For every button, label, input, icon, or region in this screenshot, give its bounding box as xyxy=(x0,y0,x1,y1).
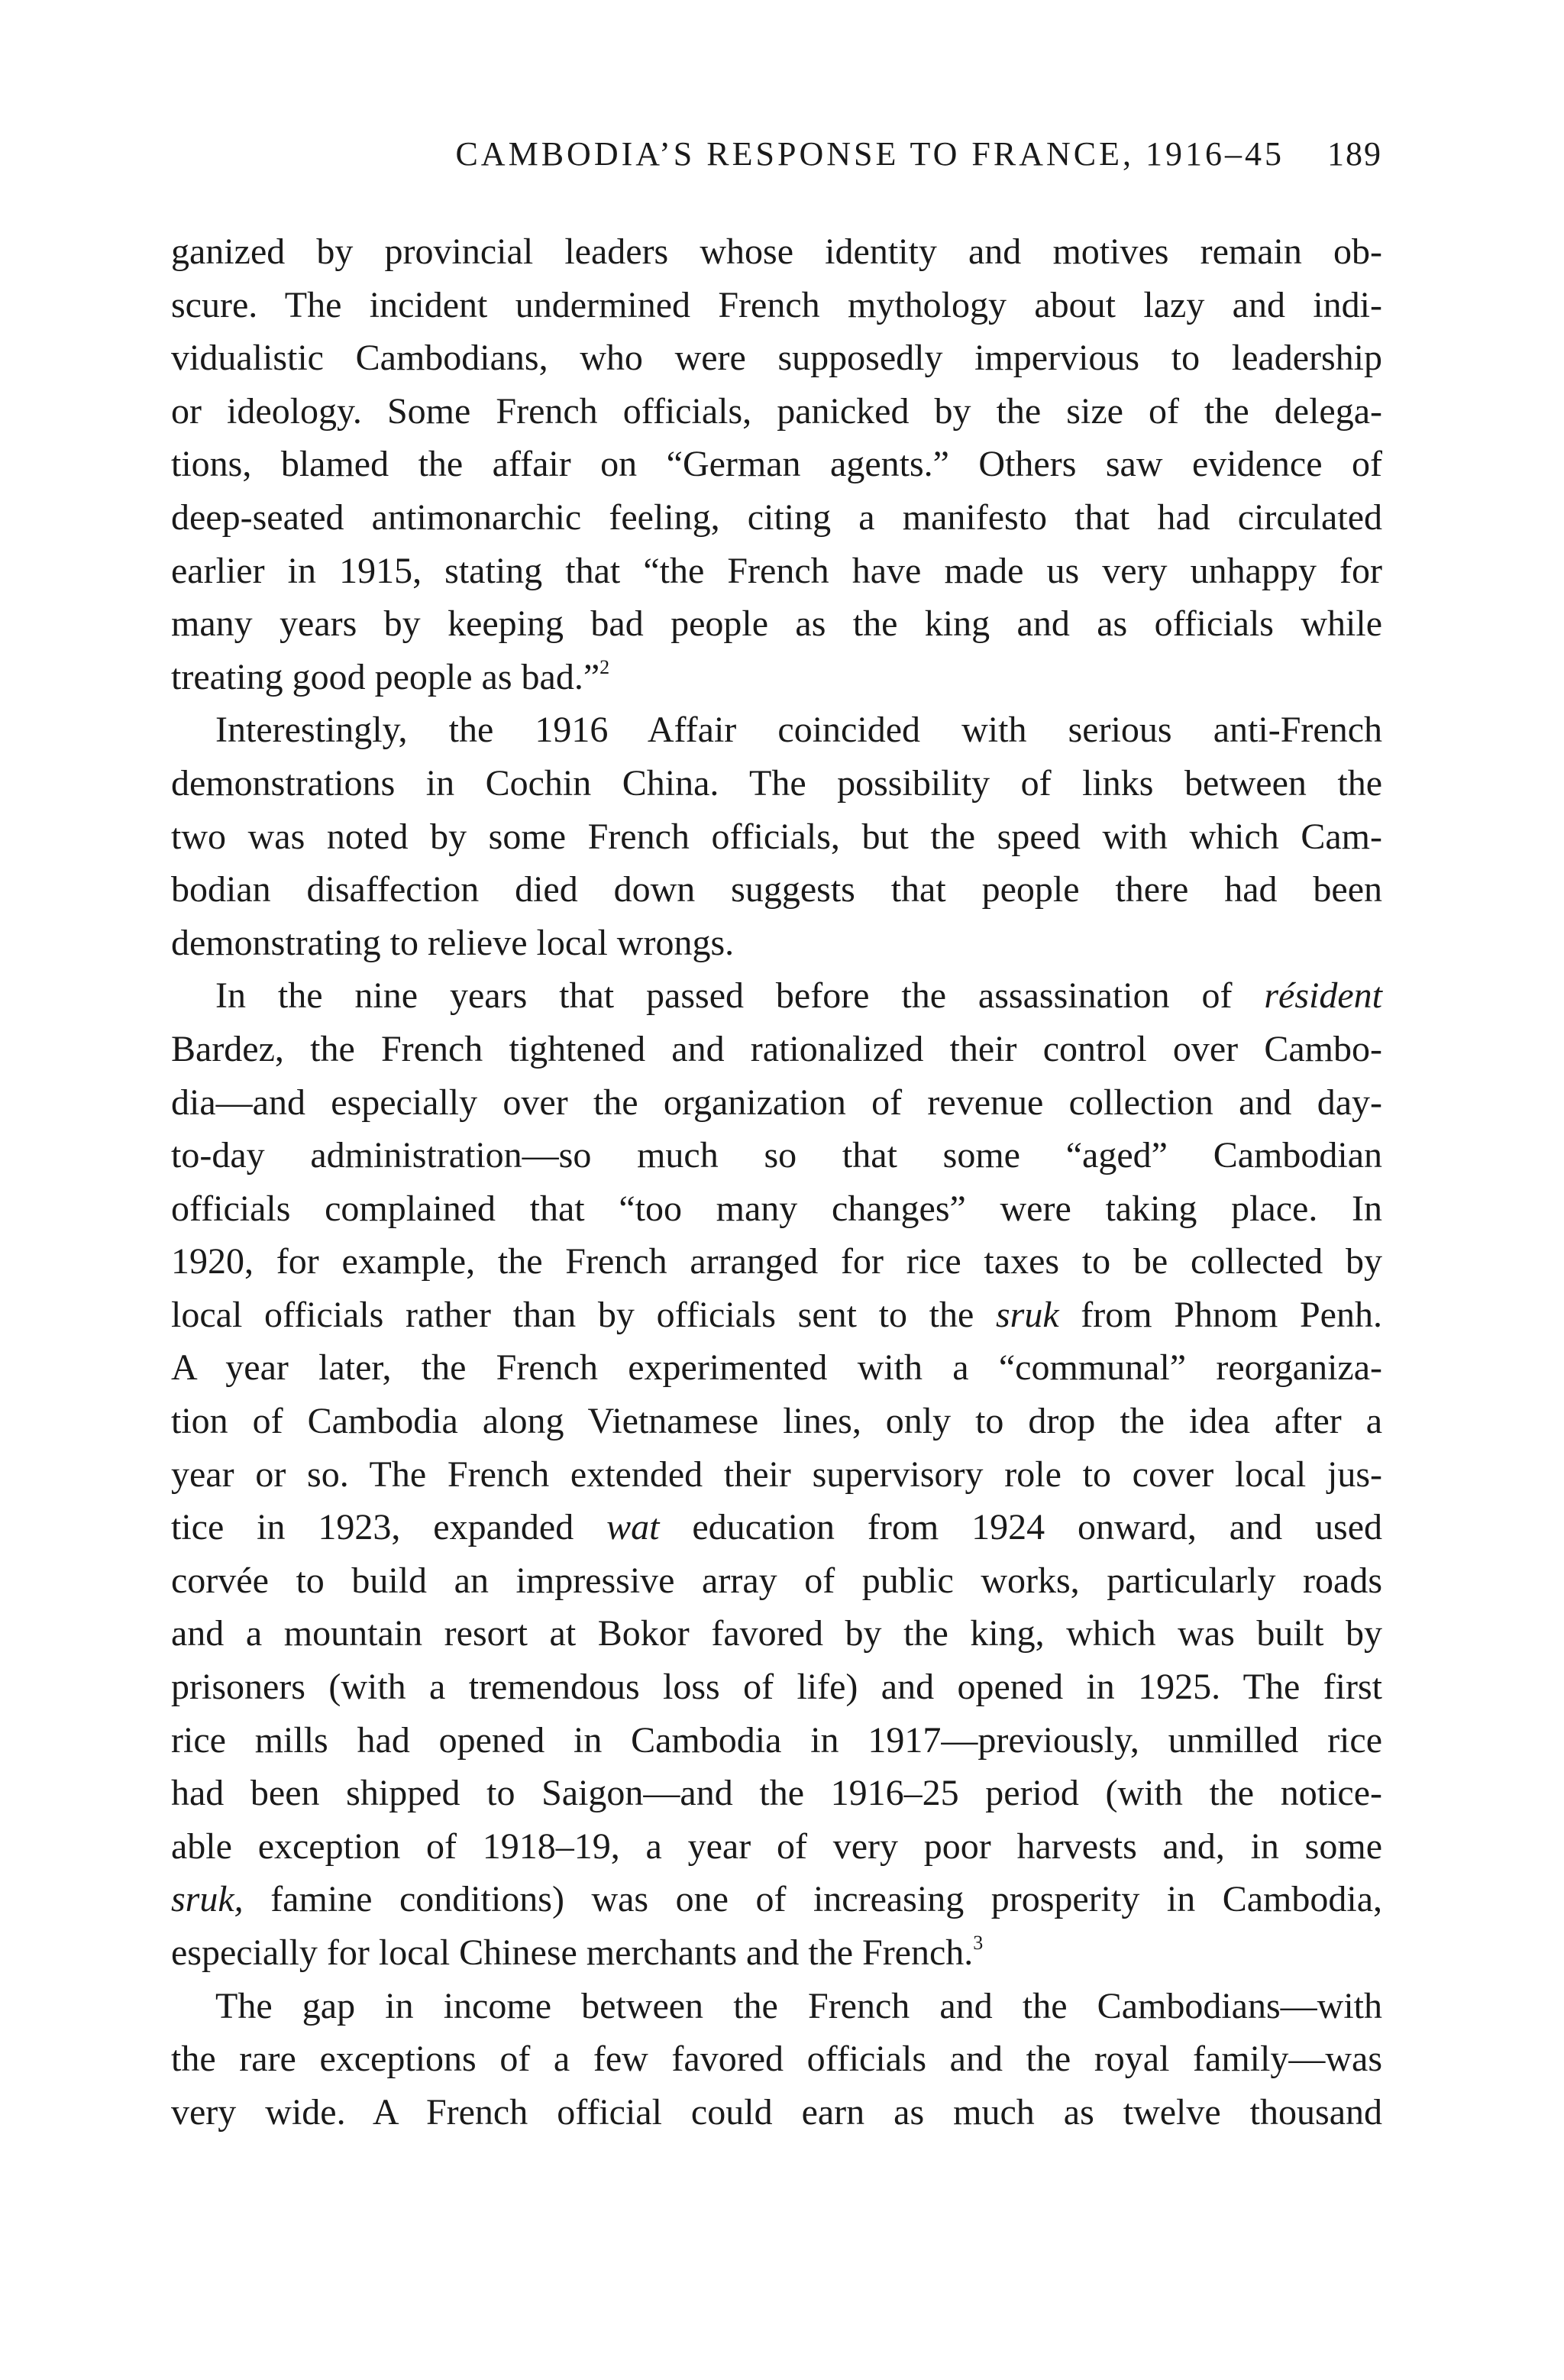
text-line xyxy=(171,491,1382,545)
text-line xyxy=(171,1235,1382,1289)
text-run: demonstrating to relieve local wrongs. xyxy=(171,922,735,963)
text-run: to-day administration—so much so that some “aged” Cambodian xyxy=(171,1135,1382,1176)
text-run: A year later, the French experimented with a “communal” reorganiza- xyxy=(171,1347,1382,1389)
text-run: ganized by provincial leaders whose identity and motives remain ob- xyxy=(171,231,1382,272)
text-line xyxy=(171,1182,1382,1236)
text-line xyxy=(171,1980,1382,2033)
text-run: and a mountain resort at Bokor favored by the king, which was built by xyxy=(171,1613,1382,1654)
text-run: from Phnom Penh. xyxy=(1058,1294,1382,1335)
text-run: prisoners (with a tremendous loss of life) and opened in 1925. The first xyxy=(171,1667,1382,1708)
text-line xyxy=(171,1820,1382,1874)
body-text xyxy=(171,225,1382,2139)
text-line xyxy=(171,1448,1382,1502)
text-run: famine conditions) was one of increasing prosperity in Cambodia, xyxy=(243,1879,1382,1920)
text-line xyxy=(171,1501,1382,1554)
text-run: earlier in 1915, stating that “the French have made us very unhappy for xyxy=(171,550,1382,591)
text-line xyxy=(171,1129,1382,1182)
page-number: 189 xyxy=(1327,135,1382,173)
text-run: treating good people as bad.” xyxy=(171,656,600,697)
text-run: 1920, for example, the French arranged for rice taxes to be collected by xyxy=(171,1241,1382,1282)
text-line xyxy=(171,1607,1382,1661)
text-run: Bardez, the French tightened and rationalized their control over Cambo- xyxy=(171,1028,1382,1069)
text-run: deep-seated antimonarchic feeling, citing a manifesto that had circulated xyxy=(171,496,1382,538)
text-line xyxy=(171,1076,1382,1130)
text-run: Interestingly, the 1916 Affair coincided with serious anti-French xyxy=(215,710,1382,751)
text-line xyxy=(171,1926,1382,1980)
text-run: corvée to build an impressive array of public works, particularly roads xyxy=(171,1560,1382,1601)
text-line xyxy=(171,810,1382,864)
text-line xyxy=(171,1873,1382,1926)
italic-term: sruk, xyxy=(171,1879,244,1920)
text-line xyxy=(171,1767,1382,1820)
text-line xyxy=(171,1023,1382,1076)
text-run: bodian disaffection died down suggests that people there had been xyxy=(171,869,1382,910)
text-run: tions, blamed the affair on “German agents.” Others saw evidence of xyxy=(171,444,1382,485)
paragraph xyxy=(171,969,1382,1979)
text-run: able exception of 1918–19, a year of very poor harvests and, in some xyxy=(171,1825,1382,1867)
text-run: two was noted by some French officials, but the speed with which Cam- xyxy=(171,816,1382,857)
text-line xyxy=(171,2032,1382,2086)
text-line xyxy=(171,1395,1382,1448)
text-run: tice in 1923, expanded xyxy=(171,1507,607,1548)
text-run: rice mills had opened in Cambodia in 1917—previously, unmilled rice xyxy=(171,1719,1382,1761)
text-line xyxy=(171,1554,1382,1608)
footnote-marker[interactable]: 2 xyxy=(599,655,610,678)
text-run: officials complained that “too many changes” were taking place. In xyxy=(171,1188,1382,1229)
text-line xyxy=(171,331,1382,385)
text-line xyxy=(171,757,1382,810)
text-line xyxy=(171,703,1382,757)
text-line xyxy=(171,1341,1382,1395)
footnote-marker[interactable]: 3 xyxy=(973,1932,984,1954)
text-line xyxy=(171,651,1382,704)
text-run: or ideology. Some French officials, panicked by the size of the delega- xyxy=(171,390,1382,432)
italic-term: wat xyxy=(606,1507,660,1548)
text-line xyxy=(171,969,1382,1023)
text-run: the rare exceptions of a few favored officials and the royal family—was xyxy=(171,2039,1382,2080)
text-run: very wide. A French official could earn as much as twelve thousand xyxy=(171,2091,1382,2133)
text-line xyxy=(171,1289,1382,1342)
text-run: demonstrations in Cochin China. The possibility of links between the xyxy=(171,762,1382,804)
text-line xyxy=(171,545,1382,598)
text-run: scure. The incident undermined French mythology about lazy and indi- xyxy=(171,284,1382,325)
text-line xyxy=(171,863,1382,917)
paragraph xyxy=(171,703,1382,969)
running-head-title: CAMBODIA’S RESPONSE TO FRANCE, 1916–45 xyxy=(455,135,1284,173)
text-line xyxy=(171,438,1382,491)
text-run: local officials rather than by officials sent to the xyxy=(171,1294,996,1335)
paragraph xyxy=(171,1980,1382,2139)
paragraph xyxy=(171,225,1382,703)
text-run: had been shipped to Saigon—and the 1916–25 period (with the notice- xyxy=(171,1773,1382,1814)
text-run: dia—and especially over the organization of revenue collection and day- xyxy=(171,1082,1382,1123)
text-run: year or so. The French extended their supervisory role to cover local jus- xyxy=(171,1454,1382,1495)
text-line xyxy=(171,1661,1382,1714)
text-line xyxy=(171,385,1382,438)
italic-term: résident xyxy=(1264,975,1382,1017)
text-line xyxy=(171,225,1382,279)
text-run: vidualistic Cambodians, who were supposedly impervious to leadership xyxy=(171,338,1382,379)
text-run: especially for local Chinese merchants and the French. xyxy=(171,1932,974,1973)
text-line xyxy=(171,2086,1382,2139)
text-line xyxy=(171,279,1382,332)
running-head xyxy=(171,130,1382,179)
text-run: The gap in income between the French and the Cambodians—with xyxy=(215,1985,1382,2026)
text-run: In the nine years that passed before the assassination of xyxy=(215,975,1265,1017)
text-line xyxy=(171,597,1382,651)
text-line xyxy=(171,917,1382,970)
text-run: many years by keeping bad people as the king and as officials while xyxy=(171,603,1382,645)
text-run: education from 1924 onward, and used xyxy=(659,1507,1382,1548)
italic-term: sruk xyxy=(995,1294,1059,1335)
text-line xyxy=(171,1714,1382,1767)
text-run: tion of Cambodia along Vietnamese lines, only to drop the idea after a xyxy=(171,1401,1382,1442)
